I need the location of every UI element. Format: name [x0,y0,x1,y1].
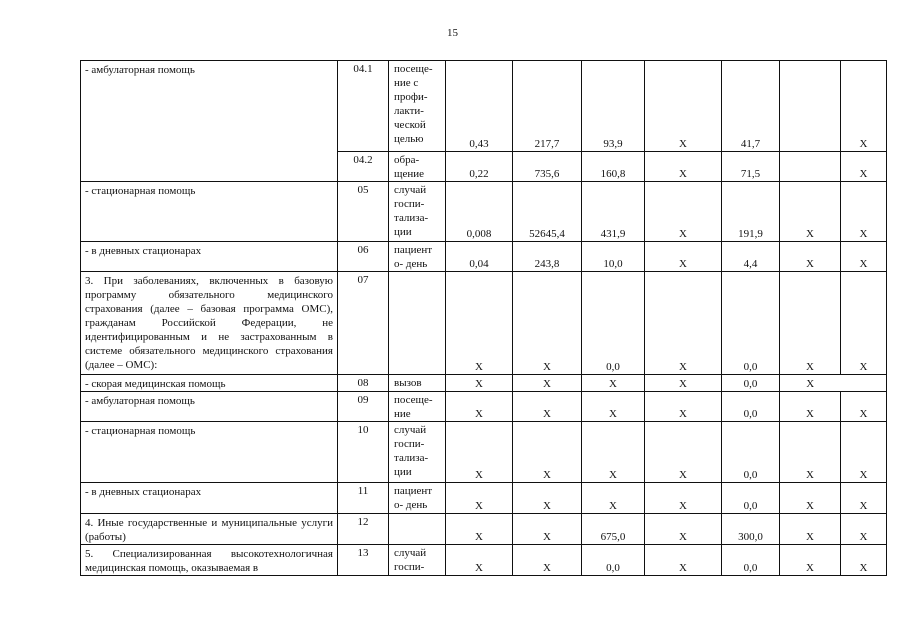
row-name: - амбулаторная помощь [81,392,338,422]
row-name: - в дневных стационарах [81,483,338,514]
cell: 0,0 [582,272,645,375]
cell: 41,7 [722,61,780,152]
row-unit: вызов [389,375,446,392]
cell: X [780,242,841,272]
row-code: 04.2 [338,152,389,182]
cell: X [780,545,841,576]
row-code: 11 [338,483,389,514]
cell: X [446,422,513,483]
cell: X [446,514,513,545]
cell: 675,0 [582,514,645,545]
cell: X [780,422,841,483]
cell: 0,0 [582,545,645,576]
table-row [81,514,887,545]
cell: X [841,182,887,242]
row-unit: посеще- ние [389,392,446,422]
cell: X [446,272,513,375]
row-name: - в дневных стационарах [81,242,338,272]
cell: X [446,375,513,392]
cell: 0,43 [446,61,513,152]
cell: X [841,545,887,576]
table-row [81,392,887,422]
row-code: 07 [338,272,389,375]
row-name: - скорая медицинская помощь [81,375,338,392]
row-code: 09 [338,392,389,422]
row-name: - амбулаторная помощь [81,61,338,182]
row-code: 05 [338,182,389,242]
cell: X [841,152,887,182]
row-code: 12 [338,514,389,545]
cell: X [513,483,582,514]
cell: X [780,514,841,545]
cell: X [645,182,722,242]
cell: X [513,392,582,422]
cell: X [446,392,513,422]
cell: 93,9 [582,61,645,152]
table-row [81,61,887,152]
table-row [81,422,887,483]
cell: 0,0 [722,375,780,392]
cell: X [645,483,722,514]
cell: 735,6 [513,152,582,182]
cell: X [645,545,722,576]
row-unit: посеще- ние с профи- лакти- ческой целью [389,61,446,152]
cell: X [645,242,722,272]
row-unit: пациент о- день [389,483,446,514]
cell: X [645,392,722,422]
row-unit: случай госпи- тализа- ции [389,422,446,483]
budget-table [80,60,887,576]
cell: X [645,272,722,375]
cell: X [582,392,645,422]
cell: 191,9 [722,182,780,242]
cell: 243,8 [513,242,582,272]
cell: X [780,392,841,422]
cell: X [780,272,841,375]
cell: 0,0 [722,272,780,375]
cell: 0,0 [722,483,780,514]
row-code: 06 [338,242,389,272]
cell: 0,04 [446,242,513,272]
cell: X [645,61,722,152]
table-row [81,545,887,576]
cell: X [841,242,887,272]
row-unit [389,514,446,545]
cell: 160,8 [582,152,645,182]
cell: 52645,4 [513,182,582,242]
cell: 217,7 [513,61,582,152]
cell: X [841,483,887,514]
cell: X [645,514,722,545]
cell: X [780,483,841,514]
table-row [81,272,887,375]
row-name: - стационарная помощь [81,182,338,242]
cell: 0,22 [446,152,513,182]
cell: X [513,272,582,375]
cell [841,375,887,392]
row-code: 10 [338,422,389,483]
table-row [81,182,887,242]
cell: X [780,375,841,392]
row-name: 4. Иные государственные и муниципальные услуги (работы) [81,514,338,545]
cell: X [513,375,582,392]
cell [780,61,841,152]
cell: X [582,422,645,483]
page-number: 15 [447,27,458,39]
cell: X [582,375,645,392]
row-unit: обра- щение [389,152,446,182]
cell: 0,008 [446,182,513,242]
cell: X [841,422,887,483]
table-row [81,375,887,392]
cell: X [513,545,582,576]
row-unit: случай госпи- тализа- ции [389,182,446,242]
cell: X [780,182,841,242]
row-name: 5. Специализированная высокотехнологичная медицинская помощь, оказываемая в [81,545,338,576]
cell: X [513,422,582,483]
cell: X [446,545,513,576]
table-row [81,242,887,272]
cell: 10,0 [582,242,645,272]
cell: X [513,514,582,545]
cell: X [841,392,887,422]
cell: 0,0 [722,545,780,576]
row-code: 04.1 [338,61,389,152]
row-unit [389,272,446,375]
table-row [81,483,887,514]
cell: 300,0 [722,514,780,545]
cell: X [645,152,722,182]
cell: 4,4 [722,242,780,272]
cell: X [841,514,887,545]
row-unit: пациент о- день [389,242,446,272]
row-code: 08 [338,375,389,392]
row-name: 3. При заболеваниях, включенных в базовую программу обязательного медицинского страхования (далее – базовая программа ОМС), гражданам Российской Федерации, не идентифицированным и не застрахованным в системе обязательного медицинского страхования (далее – ОМС): [81,272,338,375]
cell: X [645,422,722,483]
cell: 71,5 [722,152,780,182]
cell: X [841,272,887,375]
row-name: - стационарная помощь [81,422,338,483]
cell [780,152,841,182]
row-code: 13 [338,545,389,576]
cell: 0,0 [722,392,780,422]
cell: 0,0 [722,422,780,483]
cell: X [446,483,513,514]
cell: X [645,375,722,392]
cell: X [582,483,645,514]
cell: 431,9 [582,182,645,242]
row-unit: случай госпи- [389,545,446,576]
cell: X [841,61,887,152]
